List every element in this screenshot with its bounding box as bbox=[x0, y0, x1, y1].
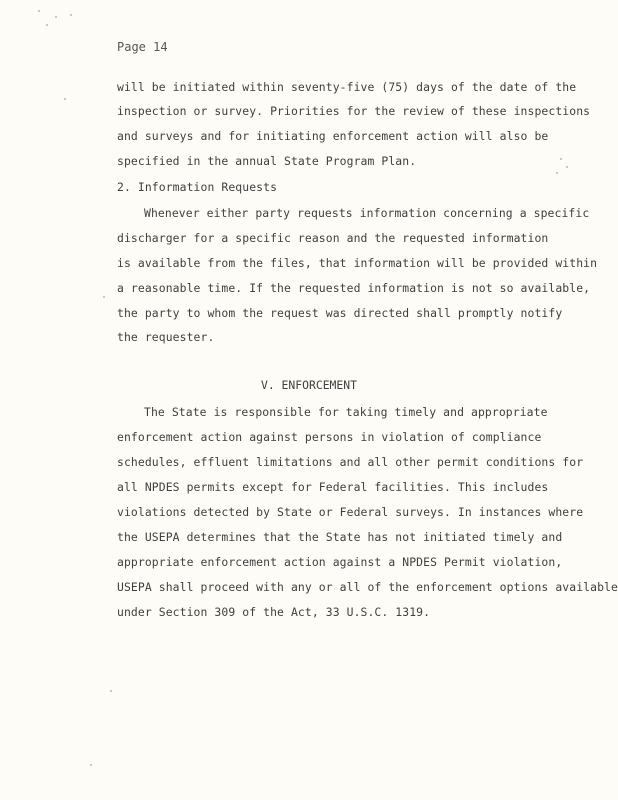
scan-speck bbox=[560, 158, 562, 160]
paragraph-line: discharger for a specific reason and the requested information bbox=[117, 231, 549, 245]
page-number: Page 14 bbox=[117, 40, 168, 54]
scan-speck bbox=[64, 98, 66, 100]
paragraph-line: schedules, effluent limitations and all other permit conditions for bbox=[117, 455, 584, 469]
scan-speck bbox=[38, 10, 40, 12]
paragraph-line: enforcement action against persons in violation of compliance bbox=[117, 430, 542, 444]
scan-speck bbox=[70, 14, 72, 16]
paragraph-line: inspection or survey. Priorities for the review of these inspections bbox=[117, 104, 591, 118]
paragraph-line: the USEPA determines that the State has not initiated timely and bbox=[117, 530, 563, 544]
subsection-heading: 2. Information Requests bbox=[117, 180, 278, 194]
paragraph-line: the requester. bbox=[117, 330, 215, 344]
paragraph-line: the party to whom the request was directed shall promptly notify bbox=[117, 306, 563, 320]
scan-speck bbox=[556, 172, 558, 174]
paragraph-line: violations detected by State or Federal surveys. In instances where bbox=[117, 505, 584, 519]
scan-speck bbox=[566, 166, 568, 168]
paragraph-line: and surveys and for initiating enforcement action will also be bbox=[117, 129, 549, 143]
paragraph-line: specified in the annual State Program Plan. bbox=[117, 154, 417, 168]
paragraph-line: will be initiated within seventy-five (75) days of the date of the bbox=[117, 80, 577, 94]
paragraph-line: Whenever either party requests information concerning a specific bbox=[144, 206, 590, 220]
paragraph-line: is available from the files, that information will be provided within bbox=[117, 256, 598, 270]
scan-speck bbox=[110, 690, 112, 692]
scan-speck bbox=[55, 16, 57, 18]
paragraph-line: USEPA shall proceed with any or all of the enforcement options available bbox=[117, 580, 618, 594]
scan-speck bbox=[46, 24, 48, 26]
paragraph-line: The State is responsible for taking timely and appropriate bbox=[144, 405, 548, 419]
paragraph-line: all NPDES permits except for Federal facilities. This includes bbox=[117, 480, 549, 494]
scan-speck bbox=[90, 764, 92, 766]
paragraph-line: a reasonable time. If the requested information is not so available, bbox=[117, 281, 591, 295]
scan-speck bbox=[103, 296, 105, 298]
paragraph-line: under Section 309 of the Act, 33 U.S.C. 1319. bbox=[117, 605, 431, 619]
paragraph-line: appropriate enforcement action against a NPDES Permit violation, bbox=[117, 555, 563, 569]
section-title: V. ENFORCEMENT bbox=[260, 378, 357, 392]
